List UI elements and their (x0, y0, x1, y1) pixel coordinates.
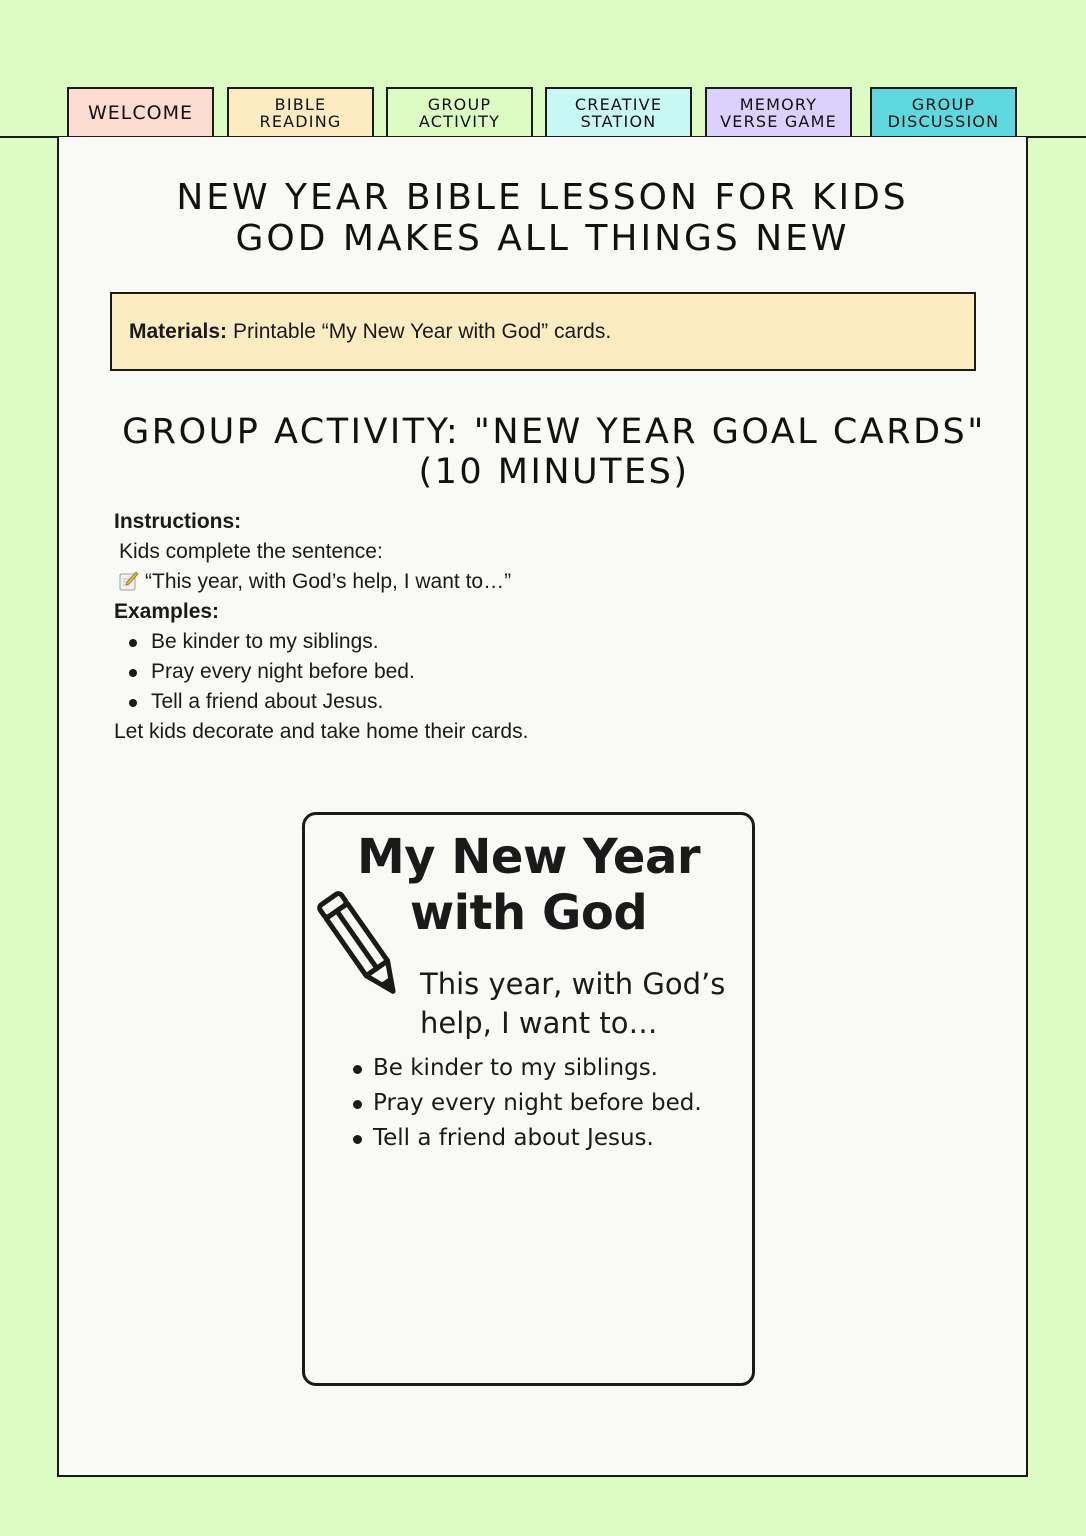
list-item: Tell a friend about Jesus. (373, 1121, 702, 1156)
instructions-block (114, 507, 974, 747)
card-prompt-line-1: This year, with God’s (420, 967, 726, 1001)
section-title-line-1: GROUP ACTIVITY: "NEW YEAR GOAL CARDS" (122, 412, 986, 452)
lesson-page (57, 137, 1028, 1477)
instructions-heading: Instructions: (114, 510, 242, 533)
list-item: Tell a friend about Jesus. (151, 687, 974, 717)
tab-creative-station[interactable]: CREATIVE STATION (545, 87, 692, 137)
instructions-prompt-line (114, 567, 974, 597)
section-title-line-2: (10 MINUTES) (418, 452, 690, 492)
card-goals-list (373, 1051, 702, 1156)
page-title-line-1: NEW YEAR BIBLE LESSON FOR KIDS (176, 177, 909, 218)
card-title-line-1: My New Year (356, 829, 700, 885)
materials-label: Materials: (129, 319, 228, 343)
card-prompt (420, 965, 725, 1043)
examples-list (114, 627, 974, 717)
tab-memory-verse-game[interactable]: MEMORY VERSE GAME (705, 87, 852, 137)
pencil-icon (317, 887, 407, 1007)
section-title (59, 412, 1049, 492)
tab-bar (0, 0, 1086, 140)
materials-box (110, 292, 976, 371)
card-title-line-2: with God (409, 885, 648, 941)
tab-welcome[interactable]: WELCOME (67, 87, 214, 137)
list-item: Pray every night before bed. (373, 1086, 702, 1121)
closing-text: Let kids decorate and take home their cards. (114, 720, 529, 743)
instructions-line: Kids complete the sentence: (119, 540, 383, 563)
page-title (59, 177, 1026, 259)
tab-bible-reading[interactable]: BIBLE READING (227, 87, 374, 137)
list-item: Pray every night before bed. (151, 657, 974, 687)
card-prompt-line-2: help, I want to… (420, 1006, 658, 1040)
goal-card-preview (302, 812, 755, 1386)
materials-text: Printable “My New Year with God” cards. (233, 319, 612, 343)
instructions-prompt: “This year, with God’s help, I want to…” (145, 570, 512, 593)
memo-icon (119, 571, 139, 591)
tab-group-discussion[interactable]: GROUP DISCUSSION (870, 87, 1017, 137)
page-title-line-2: GOD MAKES ALL THINGS NEW (235, 218, 850, 259)
examples-heading: Examples: (114, 600, 220, 623)
list-item: Be kinder to my siblings. (151, 627, 974, 657)
list-item: Be kinder to my siblings. (373, 1051, 702, 1086)
tab-group-activity[interactable]: GROUP ACTIVITY (386, 87, 533, 137)
